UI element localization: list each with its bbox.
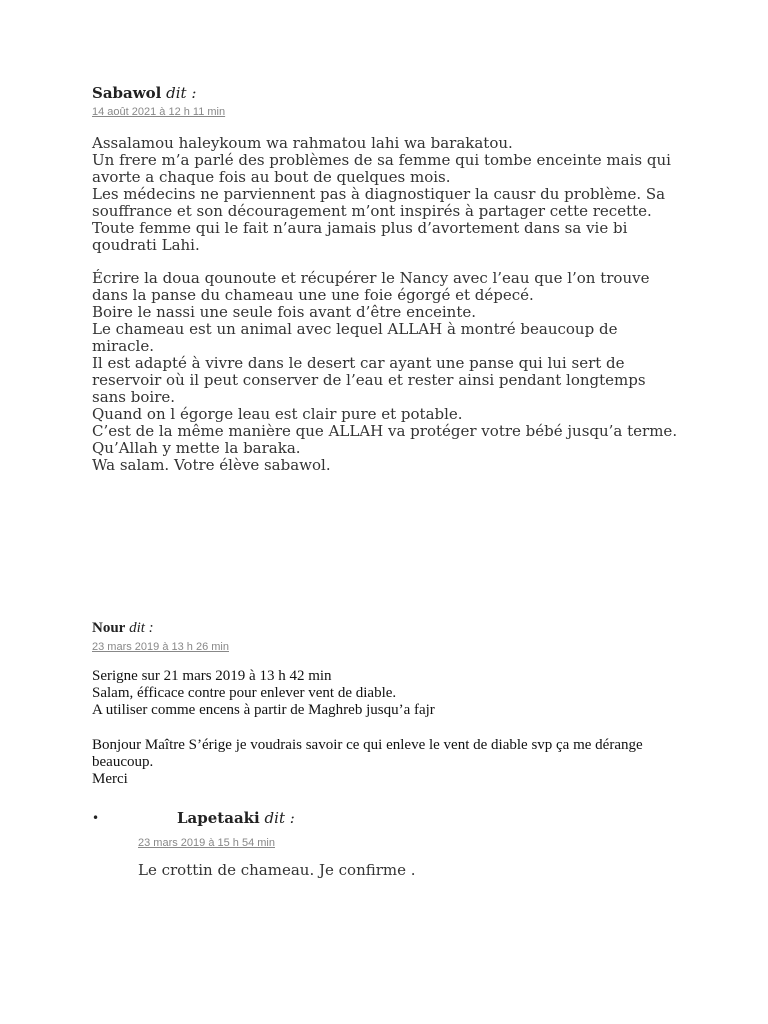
reply-date-link[interactable]: 23 mars 2019 à 15 h 54 min: [138, 837, 275, 849]
reply-author: Lapetaaki: [177, 809, 260, 827]
comment-paragraph: Serigne sur 21 mars 2019 à 13 h 42 min Salam, éfficace contre pour enlever vent de diable. A utiliser comme encens à partir de Maghreb jusqu’a fajr: [92, 668, 435, 718]
comment-paragraph: Assalamou haleykoum wa rahmatou lahi wa barakatou. Un frere m’a parlé des problèmes de sa femme qui tombe enceinte mais qui avorte a chaque fois au bout de quelques mois. Les médecins ne parviennent pas à diagnostiquer la causr du problème. Sa souffrance et son découragement m’ont inspirés à partager cette recette. Toute femme qui le fait n’aura jamais plus d’avortement dans sa vie bi qoudrati Lahi.: [92, 134, 671, 254]
comment-author: Sabawol: [92, 84, 162, 102]
comment: [92, 85, 682, 474]
comment-header: [92, 85, 682, 102]
list-bullet: •: [92, 811, 100, 825]
comment: [92, 620, 682, 788]
comment-date-link[interactable]: 14 août 2021 à 12 h 11 min: [92, 106, 226, 118]
says-label: dit :: [264, 809, 295, 827]
comment-paragraph: Bonjour Maître S’érige je voudrais savoir ce qui enleve le vent de diable svp ça me dérange beaucoup. Merci: [92, 737, 643, 787]
comment-header: [92, 620, 682, 637]
comment-author: Nour: [92, 620, 126, 636]
says-label: dit :: [129, 620, 154, 636]
says-label: dit :: [166, 84, 197, 102]
reply-text: Le crottin de chameau. Je confirme .: [138, 861, 416, 879]
reply-header: [177, 810, 295, 827]
comment-date-link[interactable]: 23 mars 2019 à 13 h 26 min: [92, 641, 229, 653]
comment-paragraph: Écrire la doua qounoute et récupérer le Nancy avec l’eau que l’on trouve dans la panse du chameau une une foie égorgé et dépecé. Boire le nassi une seule fois avant d’être enceinte. Le chameau est un animal avec lequel ALLAH à montré beaucoup de miracle. Il est adapté à vivre dans le desert car ayant une panse qui lui sert de reservoir où il peut conserver de l’eau et rester ainsi pendant longtemps sans boire. Quand on l égorge leau est clair pure et potable. C’est de la même manière que ALLAH va protéger votre bébé jusqu’a terme. Qu’Allah y mette la baraka. Wa salam. Votre élève sabawol.: [92, 269, 678, 474]
